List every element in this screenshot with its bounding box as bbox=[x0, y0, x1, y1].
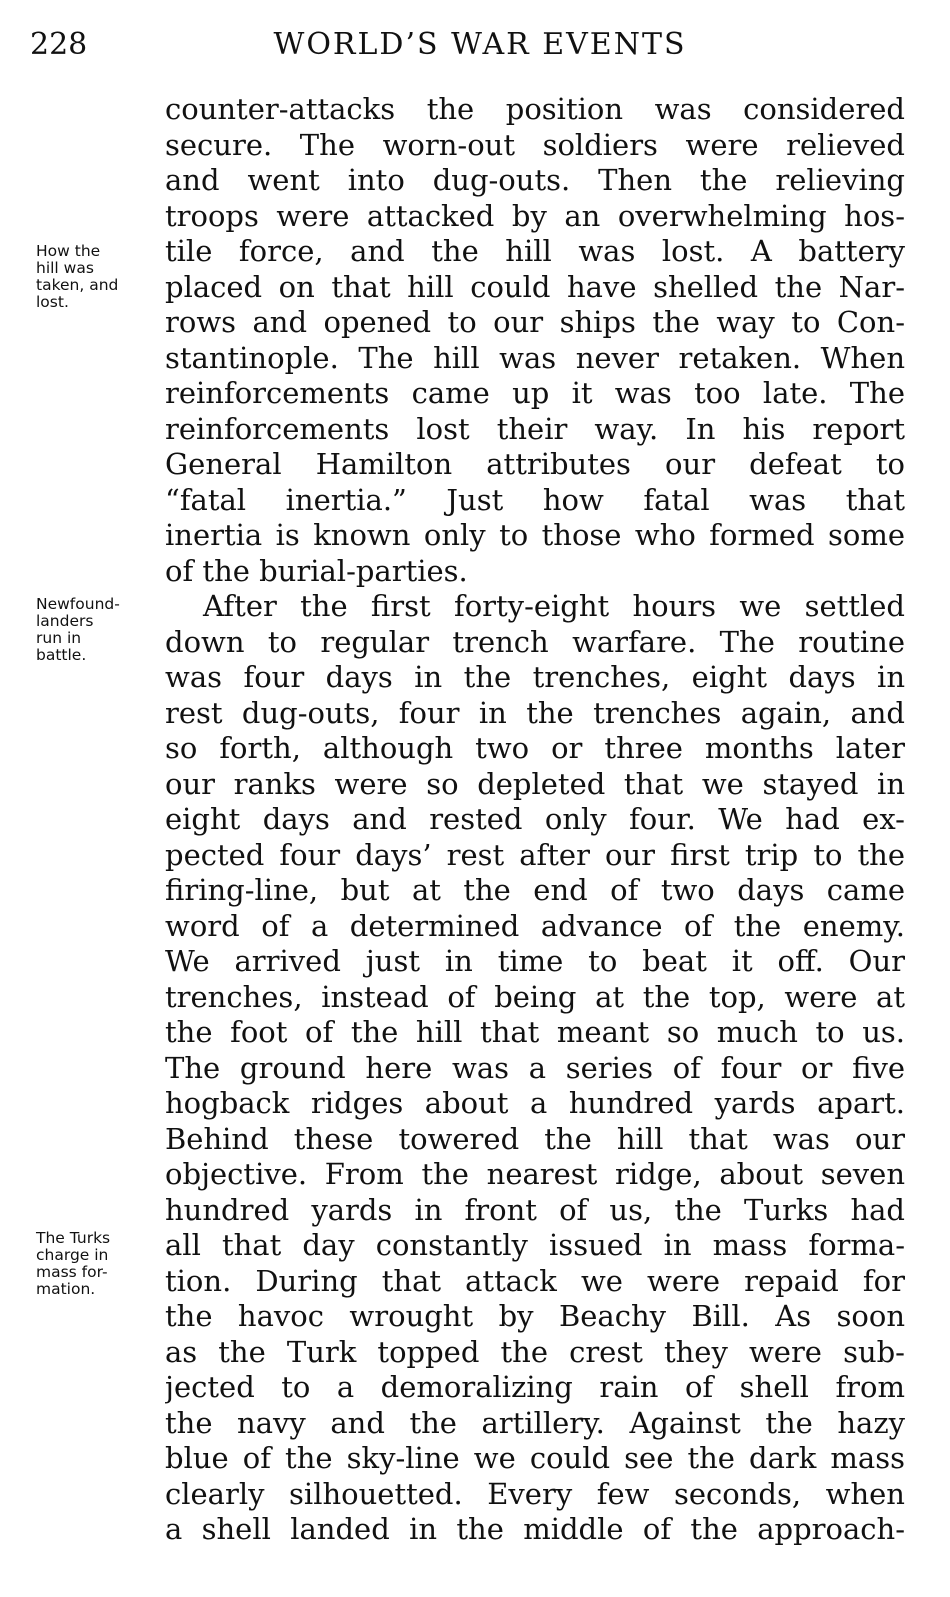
margin-note-line: mass for- bbox=[36, 1263, 108, 1281]
text-line: firing-line, but at the end of two days came bbox=[165, 873, 905, 907]
text-line: blue of the sky-line we could see the dark mass bbox=[165, 1441, 905, 1475]
text-line: jected to a demoralizing rain of shell from bbox=[165, 1370, 905, 1404]
text-line: trenches, instead of being at the top, were at bbox=[165, 979, 905, 1014]
text-line: inertia is known only to those who formed some bbox=[165, 518, 905, 552]
text-line: objective. From the nearest ridge, about seven bbox=[165, 1157, 905, 1191]
text-line: reinforcements lost their way. In his report bbox=[165, 411, 905, 446]
margin-note-line: lost. bbox=[36, 293, 69, 311]
text-line: hogback ridges about a hundred yards apart. bbox=[165, 1086, 905, 1120]
margin-note-line: charge in bbox=[36, 1246, 109, 1264]
text-line: the foot of the hill that meant so much to us. bbox=[165, 1015, 905, 1049]
text-line: secure. The worn-out soldiers were relieved bbox=[165, 127, 905, 162]
margin-note-line: landers bbox=[36, 612, 94, 630]
text-line: so forth, although two or three months later bbox=[165, 731, 905, 765]
text-line: a shell landed in the middle of the approach- bbox=[165, 1512, 905, 1546]
margin-note-line: hill was bbox=[36, 259, 94, 277]
page-header bbox=[30, 24, 910, 66]
text-line: eight days and rested only four. We had ex- bbox=[165, 802, 905, 836]
text-line: The ground here was a series of four or five bbox=[165, 1050, 905, 1085]
text-line: General Hamilton attributes our defeat to bbox=[165, 447, 905, 481]
text-line: Behind these towered the hill that was our bbox=[165, 1121, 905, 1156]
margin-note-line: taken, and bbox=[36, 276, 119, 294]
text-line: tion. During that attack we were repaid for bbox=[165, 1263, 905, 1298]
text-line: rows and opened to our ships the way to Con- bbox=[165, 305, 905, 339]
text-line: After the first forty-eight hours we settled bbox=[203, 589, 905, 623]
margin-note-line: mation. bbox=[36, 1280, 96, 1298]
margin-note-newfoundlanders bbox=[36, 596, 164, 664]
margin-note-line: run in bbox=[36, 629, 82, 647]
text-line: and went into dug-outs. Then the relieving bbox=[165, 163, 905, 197]
body-text bbox=[165, 92, 905, 1548]
text-line: tile force, and the hill was lost. A battery bbox=[165, 234, 905, 268]
text-line: as the Turk topped the crest they were sub- bbox=[165, 1334, 905, 1369]
text-line: “fatal inertia.” Just how fatal was that bbox=[165, 482, 905, 517]
margin-note-line: How the bbox=[36, 242, 101, 260]
text-line: reinforcements came up it was too late. The bbox=[165, 376, 905, 410]
running-title: WORLD’S WAR EVENTS bbox=[273, 27, 687, 62]
text-line: pected four days’ rest after our first trip to the bbox=[165, 837, 905, 872]
margin-note-line: The Turks bbox=[36, 1229, 111, 1247]
text-line: clearly silhouetted. Every few seconds, when bbox=[165, 1476, 905, 1511]
text-line: word of a determined advance of the enemy. bbox=[165, 908, 905, 943]
margin-note-hill-taken bbox=[36, 243, 164, 311]
text-line: was four days in the trenches, eight days in bbox=[165, 660, 905, 694]
text-line: of the burial-parties. bbox=[165, 553, 468, 588]
page-number: 228 bbox=[30, 27, 88, 62]
text-line: stantinople. The hill was never retaken. When bbox=[165, 340, 905, 375]
text-line: down to regular trench warfare. The routine bbox=[165, 624, 905, 659]
margin-note-line: Newfound- bbox=[36, 595, 120, 613]
text-line: troops were attacked by an overwhelming hos- bbox=[165, 198, 905, 233]
text-line: the havoc wrought by Beachy Bill. As soon bbox=[165, 1299, 905, 1333]
text-line: the navy and the artillery. Against the hazy bbox=[165, 1405, 905, 1440]
text-line: counter-attacks the position was considered bbox=[165, 92, 905, 126]
text-line: our ranks were so depleted that we stayed in bbox=[165, 766, 905, 801]
text-line: We arrived just in time to beat it off. Our bbox=[165, 944, 905, 978]
text-line: all that day constantly issued in mass forma- bbox=[165, 1228, 905, 1262]
margin-note-turks-charge bbox=[36, 1230, 164, 1298]
margin-note-line: battle. bbox=[36, 646, 87, 664]
text-line: hundred yards in front of us, the Turks had bbox=[165, 1192, 905, 1227]
text-line: rest dug-outs, four in the trenches again, and bbox=[165, 695, 905, 730]
text-line: placed on that hill could have shelled the Nar- bbox=[165, 269, 905, 304]
